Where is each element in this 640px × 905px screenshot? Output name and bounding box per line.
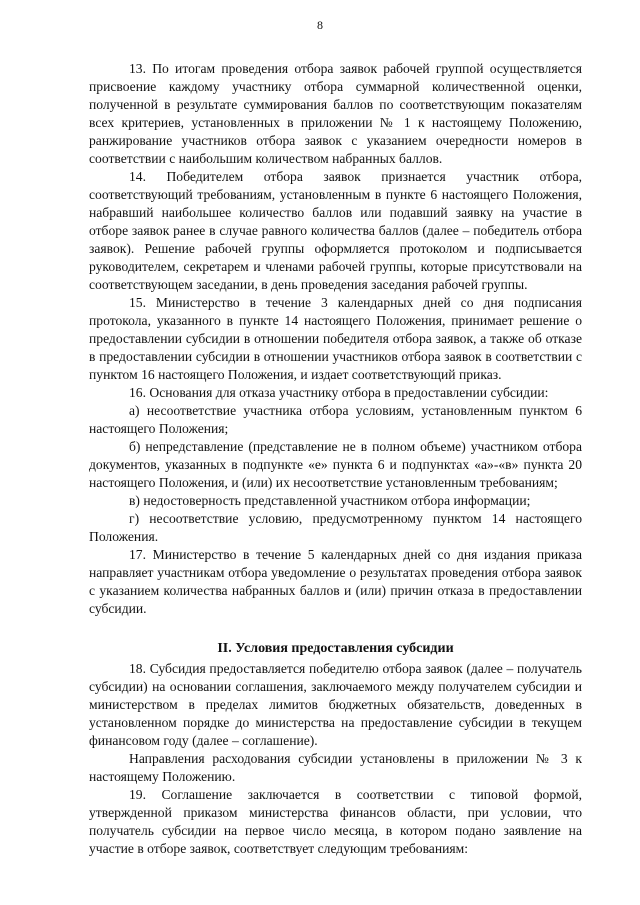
paragraph-16-a: а) несоответствие участника отбора условиям, установленным пунктом 6 настоящего Положения; [89,403,582,436]
paragraph-13: 13. По итогам проведения отбора заявок рабочей группой осуществляется присвоение каждому участнику отбора суммарной количественной оценки, полученной в результате суммирования баллов по соответствующим показателям всех критериев, установленных в приложении № 1 к настоящему Положению, ранжирование участников отбора заявок с указанием очередности номеров в соответствии с наибольшим количеством набранных баллов. [89,61,582,166]
paragraph-15: 15. Министерство в течение 3 календарных дней со дня подписания протокола, указанного в пункте 14 настоящего Положения, принимает решение о предоставлении субсидии в отношении победителя отбора заявок, а также об отказе в предоставлении субсидии в отношении участников отбора заявок в соответствии с пунктом 16 настоящего Положения, и издает соответствующий приказ. [89,295,582,382]
paragraph-18: 18. Субсидия предоставляется победителю отбора заявок (далее – получатель субсидии) на основании соглашения, заключаемого между получателем субсидии и министерством в пределах лимитов бюджетных обязательств, доведенных в установленном порядке до министерства на предоставление субсидии в текущем финансовом году (далее – соглашение). [89,661,582,748]
paragraph-16: 16. Основания для отказа участнику отбора в предоставлении субсидии: [129,385,549,400]
paragraph-19: 19. Соглашение заключается в соответствии с типовой формой, утвержденной приказом министерства финансов области, при условии, что получатель субсидии на первое число месяца, в котором подано заявление на участие в отборе заявок, соответствует следующим требованиям: [89,787,582,856]
paragraph-16-b: б) непредставление (представление не в полном объеме) участником отбора документов, указанных в подпункте «е» пункта 6 и подпунктах «а»-«в» пункта 20 настоящего Положения, и (или) их несоответствие установленным требованиям; [89,439,582,490]
paragraph-16-d: г) несоответствие условию, предусмотренному пунктом 14 настоящего Положения. [89,511,582,544]
paragraph-18-directions: Направления расходования субсидии установлены в приложении № 3 к настоящему Положению. [89,751,582,784]
paragraph-16-c: в) недостоверность представленной участником отбора информации; [129,493,531,508]
page-number: 8 [317,18,323,32]
paragraph-17: 17. Министерство в течение 5 календарных дней со дня издания приказа направляет участникам отбора уведомление о результатах проведения отбора заявок с указанием количества набранных баллов и (или) причин отказа в предоставлении субсидии. [89,547,582,616]
document-body [89,60,582,858]
section-heading: II. Условия предоставления субсидии [217,641,454,656]
paragraph-14: 14. Победителем отбора заявок признается участник отбора, соответствующий требованиям, установленным в пункте 6 настоящего Положения, набравший наибольшее количество баллов или подавший заявку на участие в отборе заявок ранее в случае равного количества баллов (далее – победитель отбора заявок). Решение рабочей группы оформляется протоколом и подписывается руководителем, секретарем и членами рабочей группы, которые присутствовали на соответствующем заседании, в день проведения заседания рабочей группы. [89,169,582,292]
